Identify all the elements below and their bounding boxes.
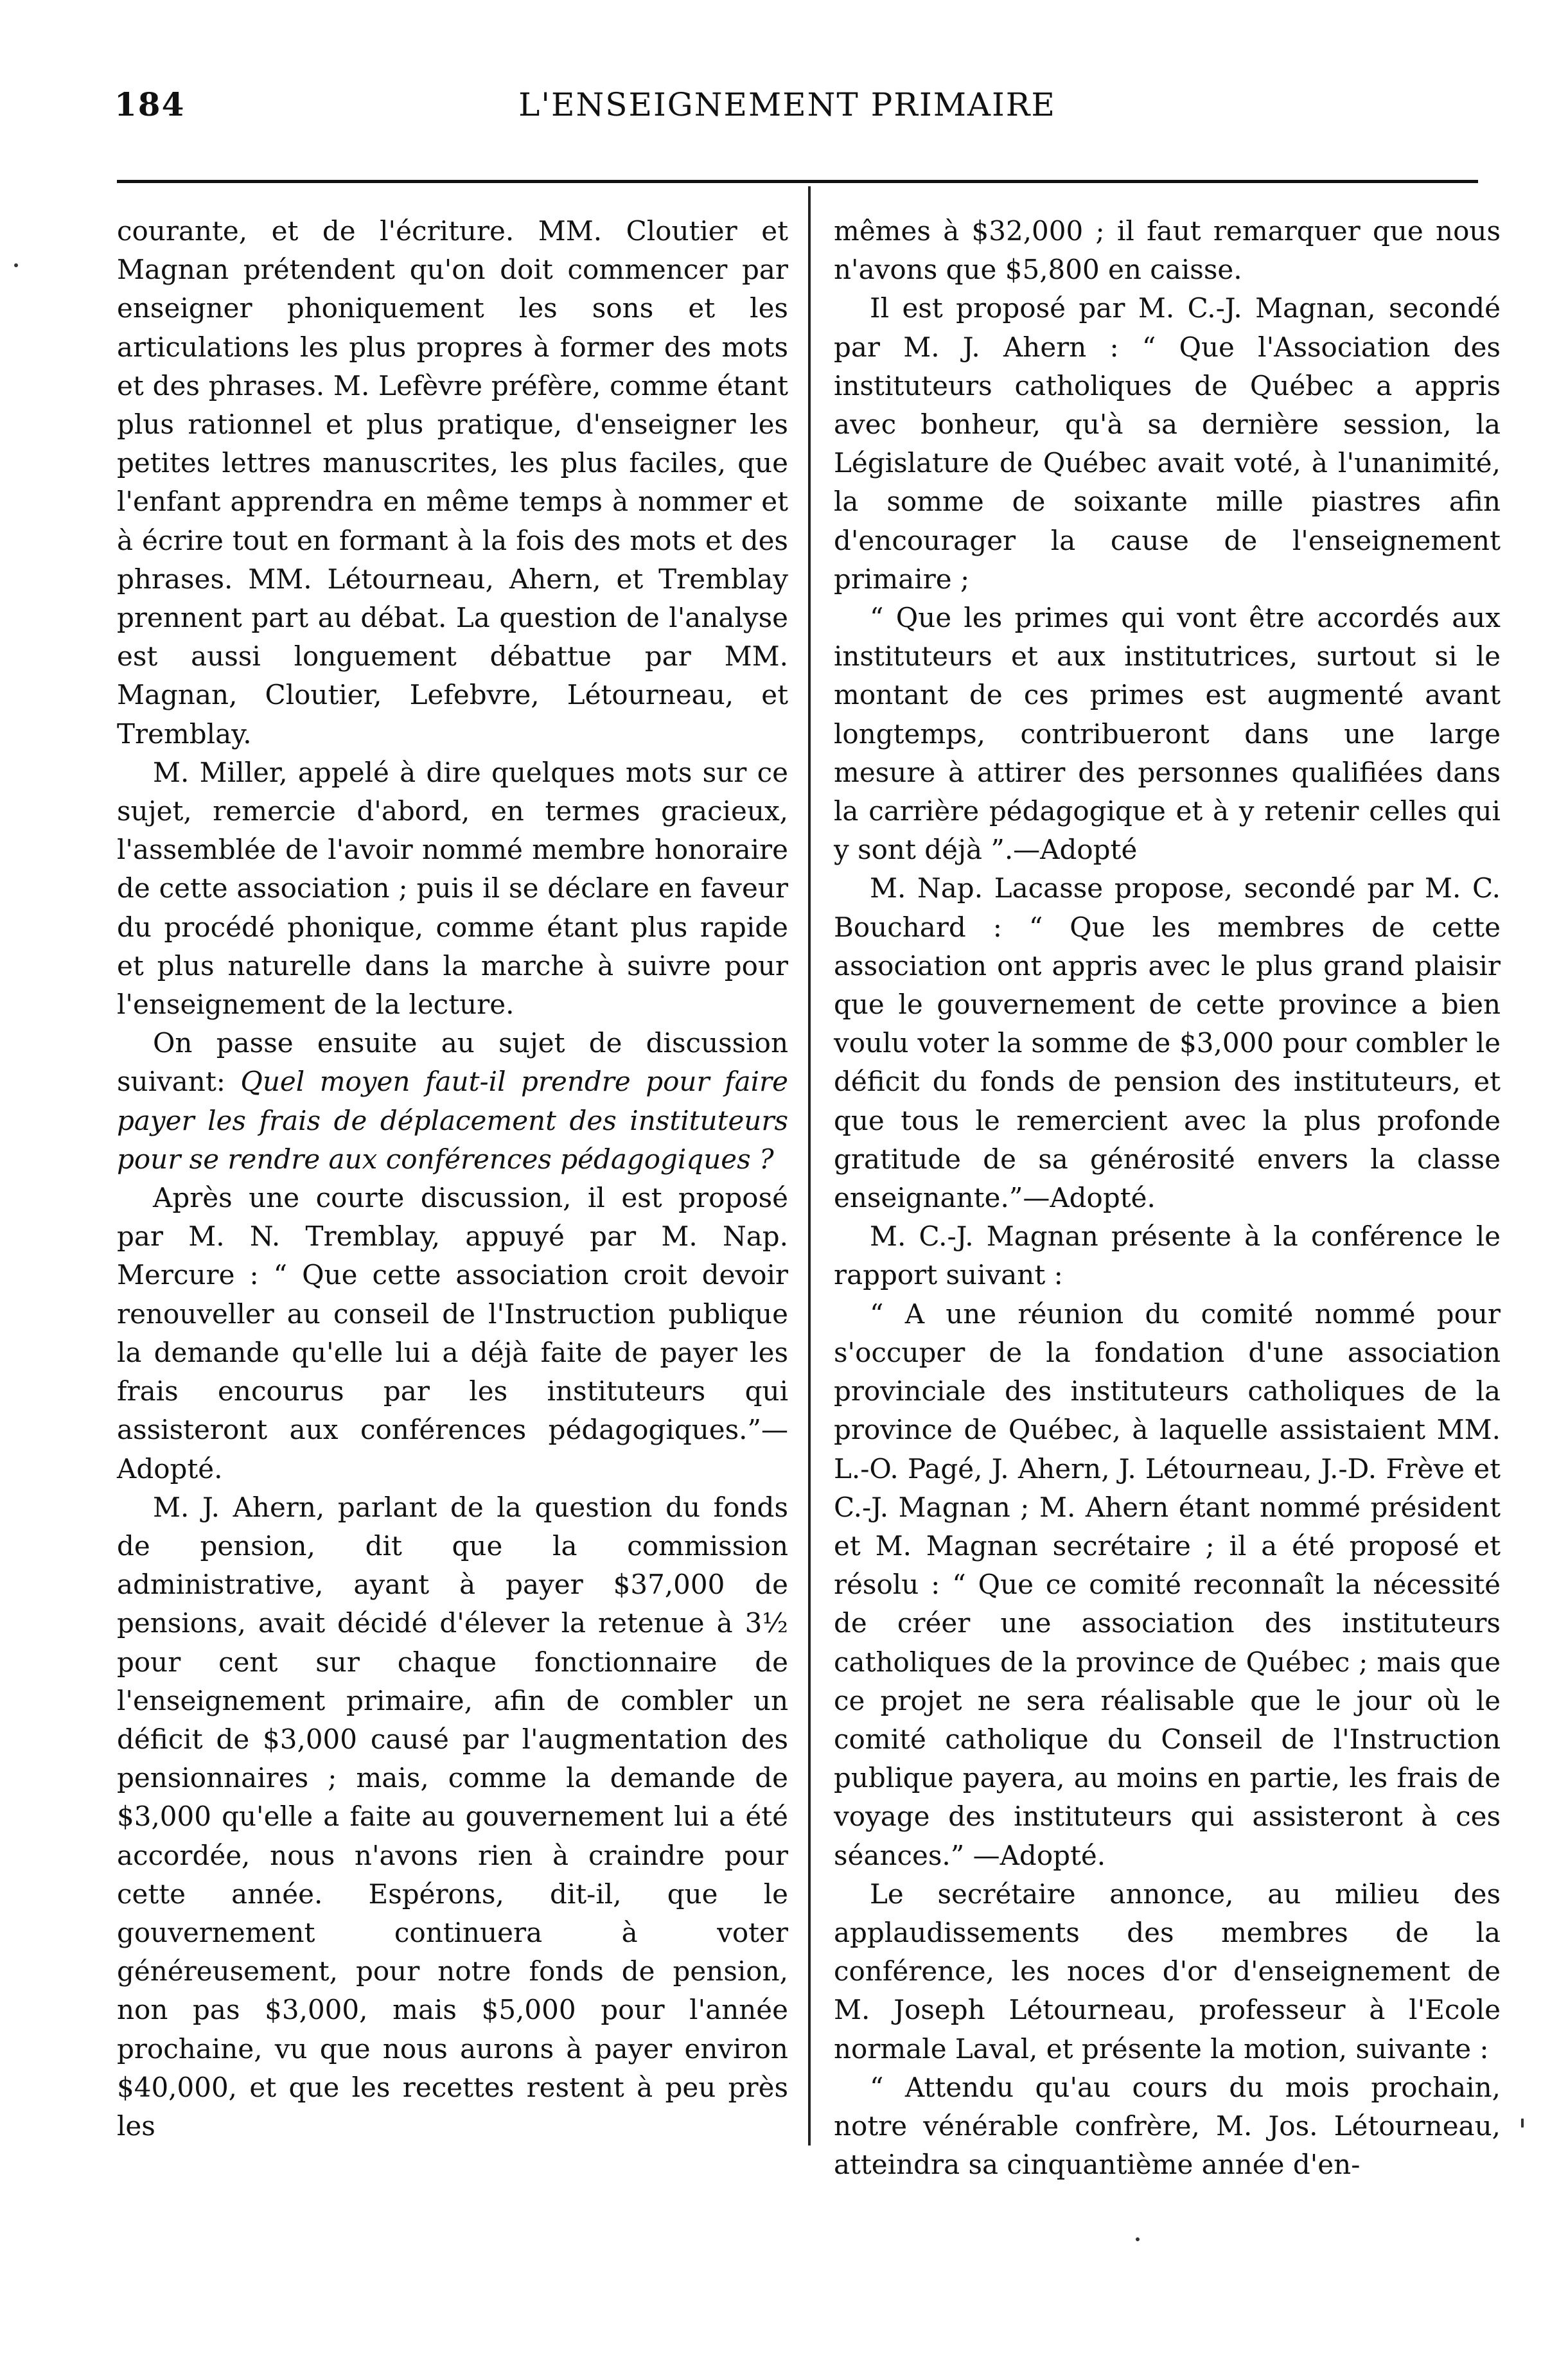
paragraph: M. C.-J. Magnan présente à la conférence le rapport suivant : [834, 1221, 1501, 1291]
column-divider [808, 186, 811, 2146]
right-column [834, 212, 1501, 2184]
print-speck [1521, 2119, 1524, 2128]
paragraph: Il est proposé par M. C.-J. Magnan, secondé par M. J. Ahern : “ Que l'Association des instituteurs catholiques de Québec a appris avec bonheur, qu'à sa dernière session, la Législature de Québec avait voté, à l'unanimité, la somme de soixante mille piastres afin d'encourager la cause de l'enseignement primaire ; [834, 292, 1501, 595]
paragraph: M. Miller, appelé à dire quelques mots sur ce sujet, remercie d'abord, en termes gracieux, l'assemblée de l'avoir nommé membre honoraire de cette association ; puis il se déclare en faveur du procédé phonique, comme étant plus rapide et plus naturelle dans la marche à suivre pour l'enseignement de la lecture. [117, 756, 788, 1021]
paragraph: M. Nap. Lacasse propose, secondé par M. C. Bouchard : “ Que les membres de cette association ont appris avec le plus grand plaisir que le gouvernement de cette province a bien voulu voter la somme de $3,000 pour combler le déficit du fonds de pension des instituteurs, et que tous le remercient avec la plus profonde gratitude de sa générosité envers la classe enseignante.”—Adopté. [834, 872, 1501, 1214]
discussion-question: Quel moyen faut-il prendre pour faire payer les frais de déplacement des instituteurs pour se rendre aux conférences pédagogiques ? [117, 1066, 788, 1175]
paragraph: “ Attendu qu'au cours du mois prochain, notre vénérable confrère, M. Jos. Létourneau, atteindra sa cinquantième année d'en- [834, 2071, 1501, 2181]
running-title: L'ENSEIGNEMENT PRIMAIRE [518, 86, 1056, 123]
paragraph: mêmes à $32,000 ; il faut remarquer que nous n'avons que $5,800 en caisse. [834, 215, 1501, 286]
print-speck [1136, 2237, 1140, 2241]
paragraph: “ Que les primes qui vont être accordés aux instituteurs et aux institutrices, surtout si le montant de ces primes est augmenté avant longtemps, contribueront dans une large mesure à attirer des personnes qualifiées dans la carrière pédagogique et à y retenir celles qui y sont déjà ”.—Adopté [834, 602, 1501, 866]
paragraph: Après une courte discussion, il est proposé par M. N. Tremblay, appuyé par M. Nap. Mercure : “ Que cette association croit devoir renouveller au conseil de l'Instruction publique la demande qu'elle lui a déjà faite de payer les frais encourus par les instituteurs qui assisteront aux conférences pédagogiques.”—Adopté. [117, 1182, 788, 1485]
print-speck [14, 263, 18, 267]
running-header [96, 76, 1478, 134]
left-column [117, 212, 788, 2146]
paragraph [117, 1024, 788, 1179]
page-number: 184 [114, 85, 186, 123]
paragraph: “ A une réunion du comité nommé pour s'occuper de la fondation d'une association provinciale des instituteurs catholiques de la province de Québec, à laquelle assistaient MM. L.-O. Pagé, J. Ahern, J. Létourneau, J.-D. Frève et C.-J. Magnan ; M. Ahern étant nommé président et M. Magnan secrétaire ; il a été proposé et résolu : “ Que ce comité reconnaît la nécessité de créer une association des instituteurs catholiques de la province de Québec ; mais que ce projet ne sera réalisable que le jour où le comité catholique du Conseil de l'Instruction publique payera, au moins en partie, les frais de voyage des instituteurs qui assisteront à ces séances.” —Adopté. [834, 1298, 1501, 1871]
paragraph: M. J. Ahern, parlant de la question du fonds de pension, dit que la commission administrative, ayant à payer $37,000 de pensions, avait décidé d'élever la retenue à 3½ pour cent sur chaque fonctionnaire de l'enseignement primaire, afin de combler un déficit de $3,000 causé par l'augmentation des pensionnaires ; mais, comme la demande de $3,000 qu'elle a faite au gouvernement lui a été accordée, nous n'avons rien à craindre pour cette année. Espérons, dit-il, que le gouvernement continuera à voter généreusement, pour notre fonds de pension, non pas $3,000, mais $5,000 pour l'année prochaine, vu que nous aurons à payer environ $40,000, et que les recettes restent à peu près les [117, 1491, 788, 2142]
discussion-intro: On passe ensuite au sujet de discussion suivant: [117, 1027, 788, 1098]
header-rule [117, 180, 1478, 183]
paragraph: courante, et de l'écriture. MM. Cloutier et Magnan prétendent qu'on doit commencer par enseigner phoniquement les sons et les articulations les plus propres à former des mots et des phrases. M. Lefèvre préfère, comme étant plus rationnel et plus pratique, d'enseigner les petites lettres manuscrites, les plus faciles, que l'enfant apprendra en même temps à nommer et à écrire tout en formant à la fois des mots et des phrases. MM. Létourneau, Ahern, et Tremblay prennent part au débat. La question de l'analyse est aussi longuement débattue par MM. Magnan, Cloutier, Lefebvre, Létourneau, et Tremblay. [117, 215, 788, 750]
paragraph: Le secrétaire annonce, au milieu des applaudissements des membres de la conférence, les noces d'or d'enseignement de M. Joseph Létourneau, professeur à l'Ecole normale Laval, et présente la motion, suivante : [834, 1878, 1501, 2065]
